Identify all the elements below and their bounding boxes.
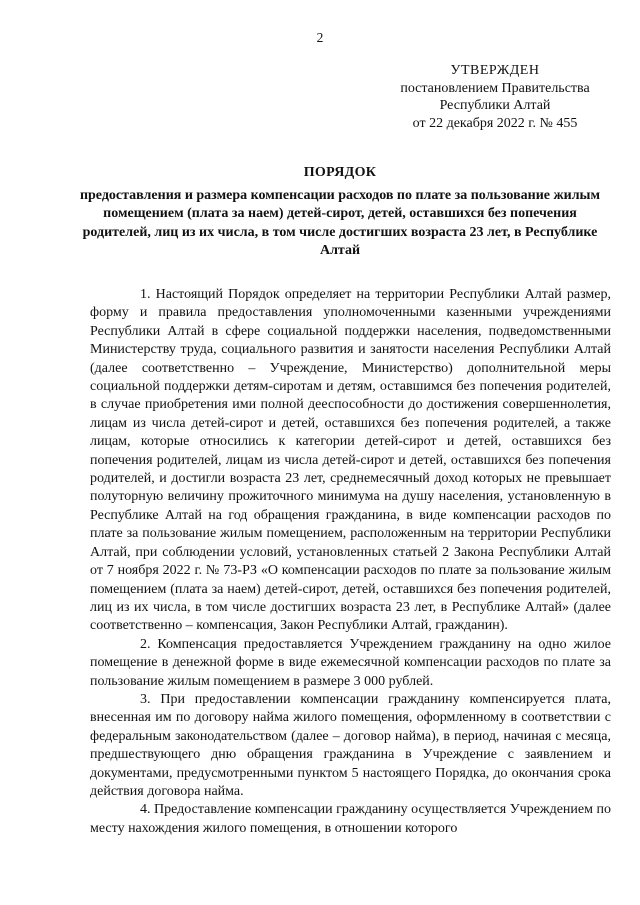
approval-line-3: от 22 декабря 2022 г. № 455 (412, 115, 578, 131)
approval-line-2: Республики Алтай (439, 98, 551, 113)
document-heading (70, 164, 610, 261)
page-number: 2 (316, 30, 324, 45)
paragraph-4: 4. Предоставление компенсации гражданину осуществляется Учреждением по месту нахождения жилого помещения, в отношении которого (90, 802, 611, 836)
paragraph-2: 2. Компенсация предоставляется Учреждением гражданину на одно жилое помещение в денежной форме в виде ежемесячной компенсации расходов по плате за пользование жилым помещением в размере 3 000 рублей. (90, 636, 611, 689)
document-body (90, 286, 611, 838)
approval-stamp (380, 62, 610, 132)
approval-line-1: постановлением Правительства (400, 80, 590, 96)
paragraph-1: 1. Настоящий Порядок определяет на территории Республики Алтай размер, форму и правила предоставления уполномоченными казенными учреждениями Республики Алтай в сфере социальной поддержки населения, подведомственными Министерству труда, социального развития и занятости населения Республики Алтай (далее соответственно – Учреждение, Министерство) дополнительной меры социальной поддержки детям-сиротам и детям, оставшимся без попечения родителей, в случае приобретения ими полной дееспособности до достижения совершеннолетия, лицам из числа детей-сирот и детей, оставшихся без попечения родителей, а также лицам, которые относились к категории детей-сирот и детей, оставшихся без попечения родителей, лицам из числа детей-сирот и детей, оставшихся без попечения родителей, и достигли возраста 23 лет, среднемесячный доход которых не превышает полуторную величину прожиточного минимума на душу населения, установленную в Республике Алтай на год обращения гражданина, в виде компенсации расходов по плате за пользование жилым помещением, расположенным на территории Республики Алтай, при соблюдении условий, установленных статьей 2 Закона Республики Алтай от 7 ноября 2022 г. № 73-РЗ «О компенсации расходов по плате за пользование жилым помещением (плата за наем) детей-сирот, детей, оставшихся без попечения родителей, лиц из их числа, в том числе достигших возраста 23 лет, в Республике Алтай» (далее соответственно – компенсация, Закон Республики Алтай, гражданин). (90, 287, 611, 634)
paragraph-3: 3. При предоставлении компенсации гражданину компенсируется плата, внесенная им по договору найма жилого помещения, оформленному в соответствии с федеральным законодательством (далее – договор найма), в период, начиная с месяца, предшествующего дню обращения гражданина в Учреждение с заявлением и документами, предусмотренными пунктом 5 настоящего Порядка, до окончания срока действия договора найма. (90, 691, 611, 799)
approval-title: УТВЕРЖДЕН (450, 63, 540, 78)
document-title: ПОРЯДОК (303, 165, 377, 180)
document-subtitle: предоставления и размера компенсации расходов по плате за пользование жилым помещением (плата за наем) детей-сирот, детей, оставшихся без попечения родителей, лиц из их числа, в том числе достигших возраста 23 лет, в Республике Алтай (79, 187, 601, 258)
